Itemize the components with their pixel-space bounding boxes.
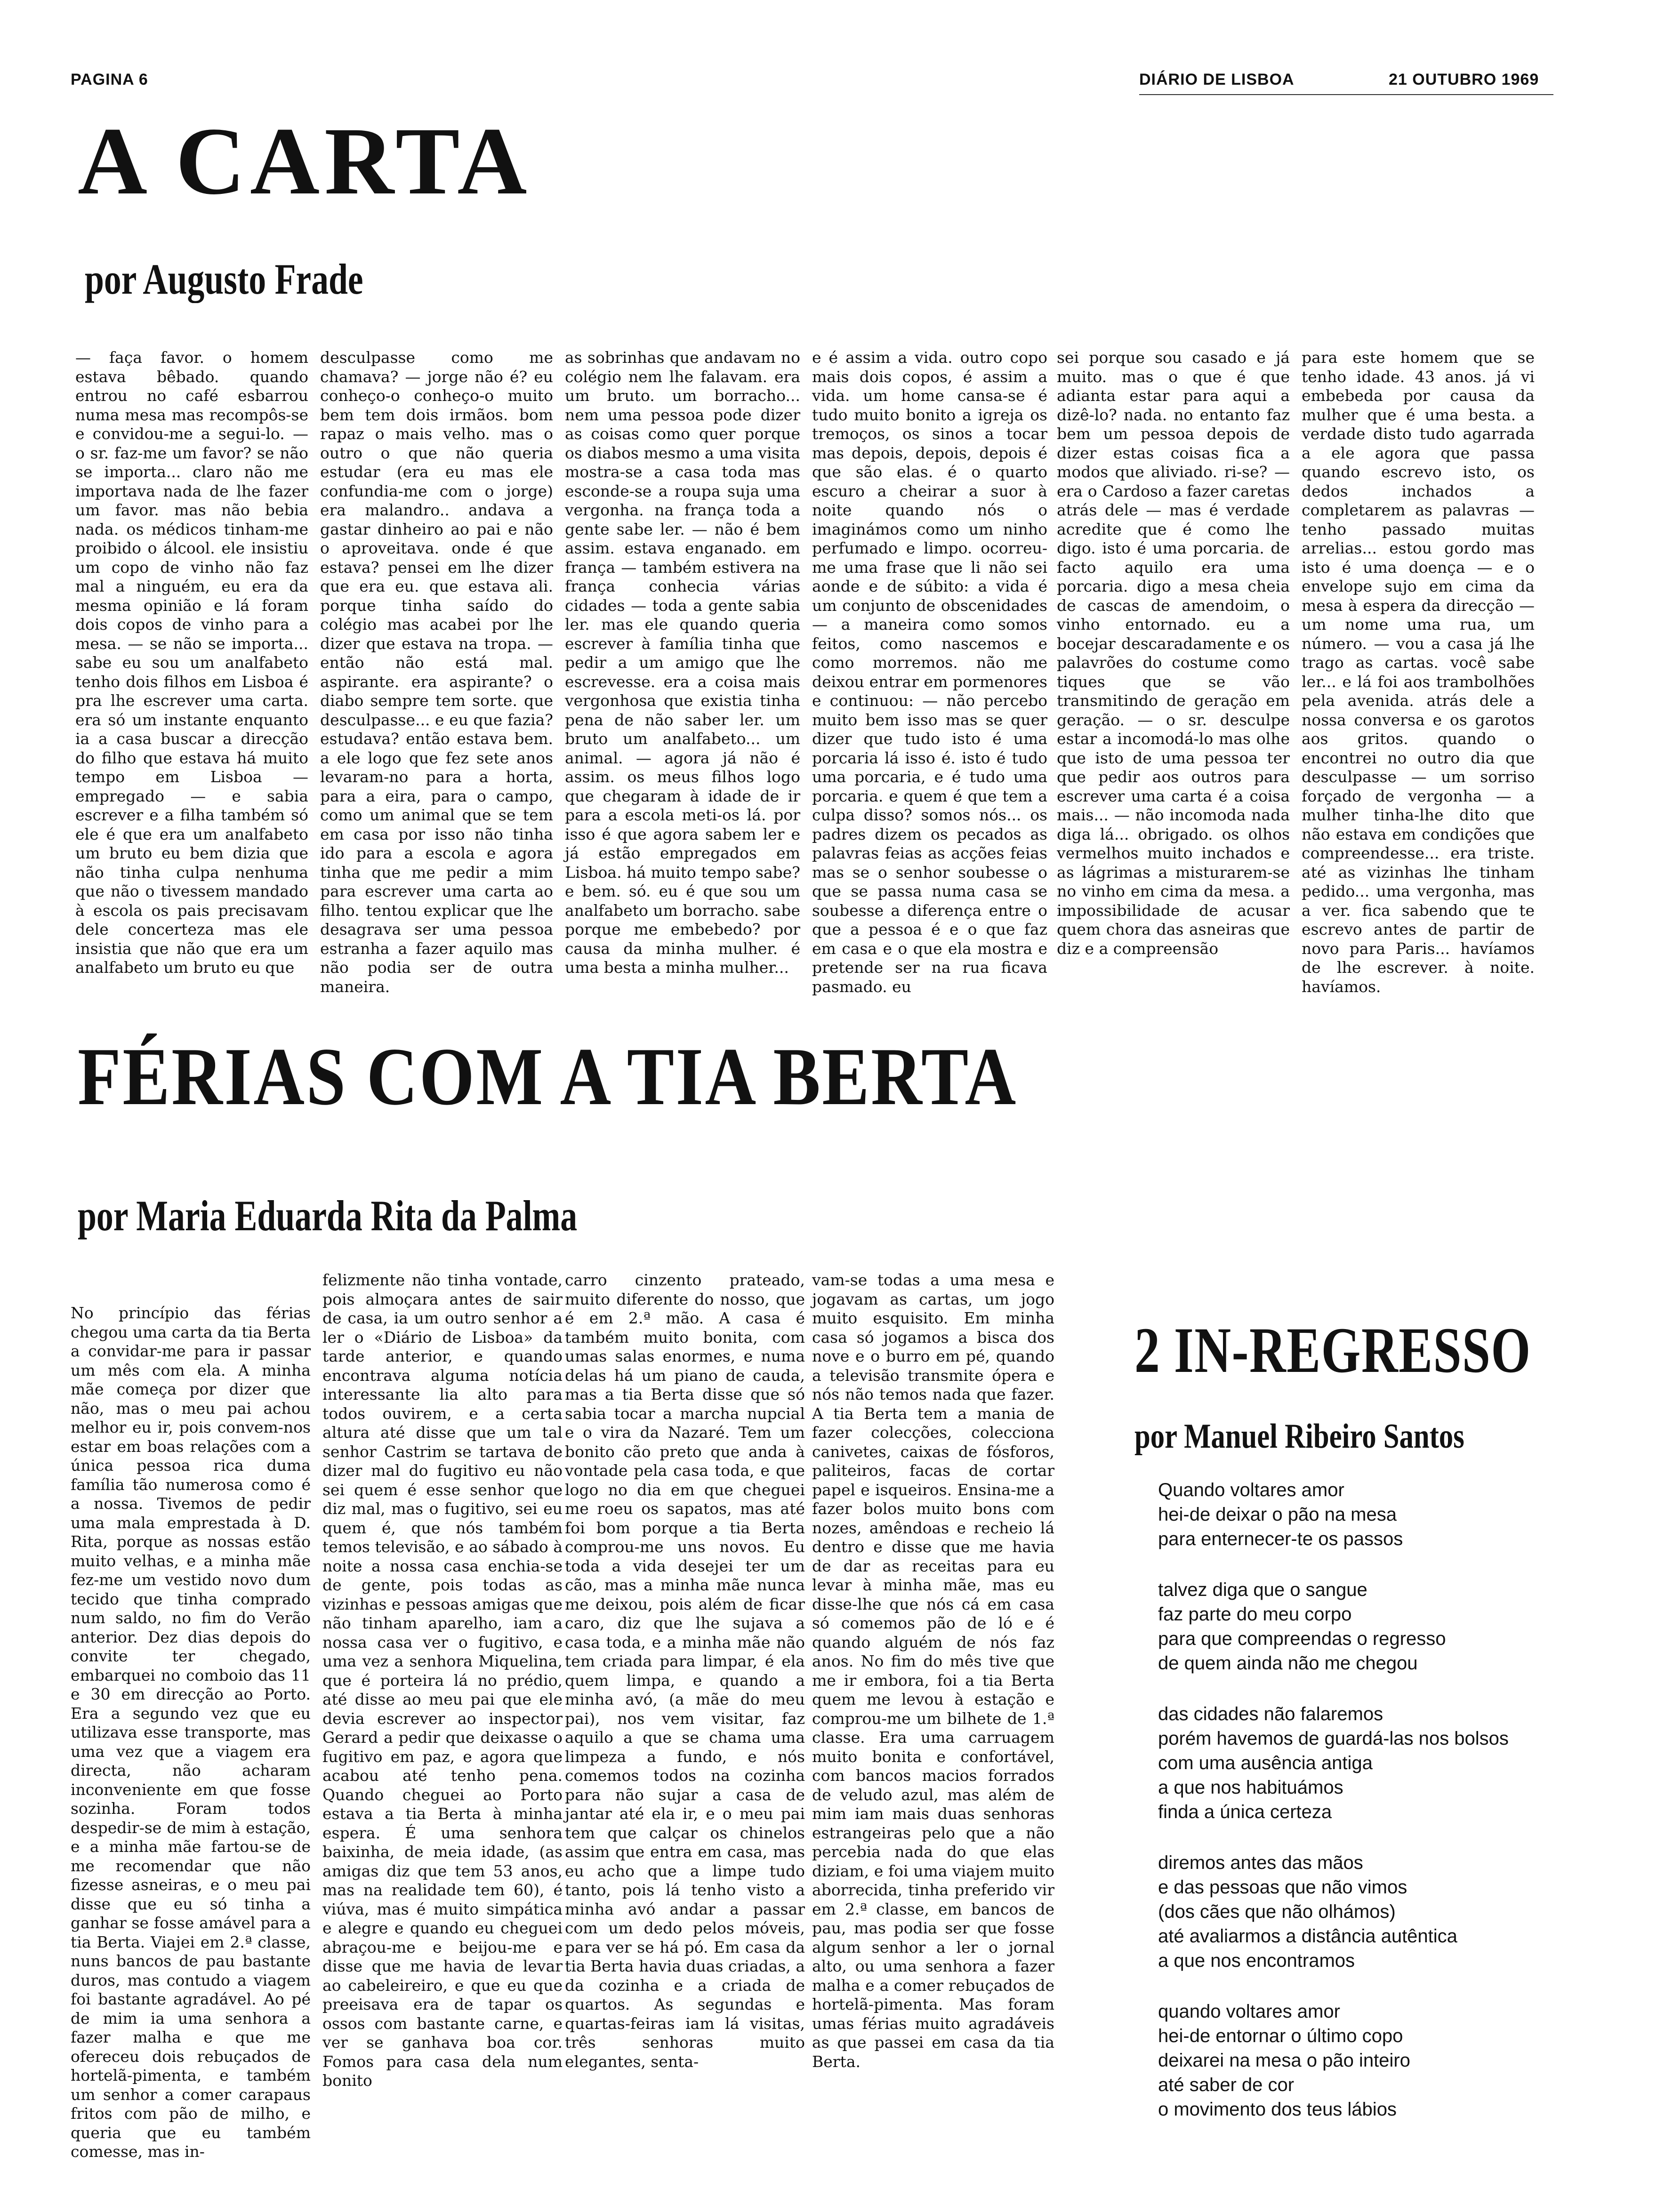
poem-line: a que nos habituámos (1158, 1777, 1343, 1798)
poem-in-regresso (1158, 1478, 1582, 2122)
poem-line: talvez diga que o sangue (1158, 1579, 1367, 1600)
poem-line: até avaliarmos a distância autêntica (1158, 1926, 1457, 1947)
article2-column-3: carro cinzento prateado, muito diferente do nosso, que é em 2.ª mão. A casa é também muito bonita, com umas salas enormes, e numa delas há um piano de cauda, mas a tia Berta disse que só sabia tocar a marcha nupcial e o vira da Nazaré. Tem um bonito cão preto que anda à vontade pela casa toda, e que logo no dia em que cheguei me roeu os sapatos, mas até foi bom porque a tia Berta comprou-me uns novos. Eu toda a vida desejei ter um cão, mas a minha mãe nunca me deixou, pois além de ficar caro, diz que lhe sujava a casa toda, e a minha mãe não tem criada para limpar, é ela quem limpa, e quando a minha avó, (a mãe do meu pai), nos vem visitar, faz aquilo a que se chama uma limpeza a fundo, e nós comemos todos na cozinha para não sujar a casa de jantar até ela ir, e o meu pai tem que calçar os chinelos assim que entra em casa, mas eu acho que a limpe tudo tanto, pois lá tenho visto a minha avó andar a passar com um dedo pelos móveis, para ver se há pó. Em casa da tia Berta havia duas criadas, a da cozinha e a criada de quartos. As segundas e quartas-feiras iam lá visitas, três senhoras muito elegantes, senta- (565, 1271, 805, 2071)
poem-line: Quando voltares amor (1158, 1480, 1344, 1500)
article-title-in-regresso: 2 IN-REGRESSO (1134, 1314, 1531, 1386)
issue-date: 21 OUTUBRO 1969 (1389, 71, 1539, 88)
poem-line: porém havemos de guardá-las nos bolsos (1158, 1728, 1509, 1749)
article-byline-manuel-ribeiro-santos: por Manuel Ribeiro Santos (1134, 1417, 1464, 1456)
article1-column-2: desculpasse como me chamava? — jorge não é? eu conheço-o conheço-o muito bem tem dois irmãos. bom rapaz o mais velho. mas o outro o que não queria estudar (era eu mas ele confundia-me com o jorge) era malandro.. andava a gastar dinheiro ao pai e não o aproveitava. onde é que estava? pensei em lhe dizer que era eu. que estava ali. porque tinha saído do colégio mas acabei por lhe dizer que estava na tropa. — então não está mal. aspirante. era aspirante? o diabo sempre tem sorte. que desculpasse... e eu que fazia? estudava? então estava bem. a ele logo que fez sete anos levaram-no para a horta, para a eira, para o campo, como um animal que se tem em casa por isso não tinha ido para a escola e agora tinha que me pedir a mim para escrever uma carta ao filho. tentou explicar que lhe desagrava ser uma pessoa estranha a fazer aquilo mas não podia ser de outra maneira. (320, 348, 553, 996)
article-title-ferias: FÉRIAS COM A TIA BERTA (78, 1031, 1018, 1122)
article1-column-4: e é assim a vida. outro copo mais dois copos, é assim a vida. um home cansa-se é tudo muito bonito a igreja os tremoços, os sinos a tocar mas depois, depois, depois é que são elas. é o quarto escuro a cheirar a suor à noite quando nós o imaginámos como um ninho perfumado e limpo. ocorreu-me uma frase que li não sei aonde e de súbito: a vida é um conjunto de obscenidades — a maneira como somos feitos, como nascemos e como morremos. não me deixou entrar em pormenores e continuou: — não percebo muito bem isso mas se quer dizer que tudo isto é uma porcaria lá isso é. isto é tudo uma porcaria, e é tudo uma porcaria. e quem é que tem a culpa disso? somos nós... os padres dizem os pecados as palavras feias as acções feias mas se o senhor soubesse o que se passa numa casa se soubesse a diferença entre o que a pessoa é e o que faz em casa e o que ela mostra e pretende ser na rua ficava pasmado. eu (812, 348, 1047, 996)
header-rule (1139, 94, 1553, 95)
article2-column-1: No princípio das férias chegou uma carta da tia Berta a convidar-me para ir passar um mês com ela. A minha mãe começa por dizer que não, mas o meu pai achou melhor eu ir, pois convem-nos estar em boas relações com a única pessoa rica duma família tão numerosa como é a nossa. Tivemos de pedir uma mala emprestada à D. Rita, porque as nossas estão muito velhas, e a minha mãe fez-me um vestido novo dum tecido que tinha comprado num saldo, no fim do Verão anterior. Dez dias depois do convite ter chegado, embarquei no comboio das 11 e 30 em direcção ao Porto. Era a segundo vez que eu utilizava esse transporte, mas uma vez que a viagem era directa, não acharam inconveniente em que fosse sozinha. Foram todos despedir-se de mim à estação, e a minha mãe fartou-se de me recomendar que não fizesse asneiras, e o meu pai disse que eu só tinha a ganhar se fosse amável para a tia Berta. Viajei em 2.ª classe, nuns bancos de pau bastante duros, mas contudo a viagem foi bastante agradável. Ao pé de mim ia uma senhora a fazer malha e que me ofereceu dois rebuçados de hortelã-pimenta, e também um senhor a comer carapaus fritos com pão de milho, e queria que eu também comesse, mas in- (71, 1304, 311, 2161)
page-label: PAGINA 6 (71, 71, 148, 88)
article1-column-1: — faça favor. o homem estava bêbado. quando entrou no café esbarrou numa mesa mas recompôs-se e convidou-me a segui-lo. — o sr. faz-me um favor? se não se importa... claro não me importava nada de lhe fazer um favor. mas não bebia nada. os médicos tinham-me proibido o álcool. ele insistiu um copo de vinho não faz mal a ninguém, eu era da mesma opinião e lá foram dois copos de vinho para a mesa. — se não se importa... sabe eu sou um analfabeto tenho dois filhos em Lisboa é pra lhe escrever uma carta. era só um instante enquanto ia a casa buscar a direcção do filho que estava há muito tempo em Lisboa — empregado — e sabia escrever e a filha também só ele é que era um analfabeto um bruto eu bem dizia que não tinha culpa nenhuma que não o tivessem mandado à escola os pais precisavam dele concerteza mas ele insistia que não que era um analfabeto um bruto eu que (75, 348, 308, 977)
poem-line: quando voltares amor (1158, 2001, 1340, 2022)
article-byline-augusto-frade: por Augusto Frade (85, 255, 363, 303)
poem-line: finda a única certeza (1158, 1802, 1332, 1822)
poem-line: para enternecer-te os passos (1158, 1529, 1403, 1549)
article1-column-5: sei porque sou casado e já muito. mas o que é que adianta estar para aqui a dizê-lo? nada. no entanto faz bem um pessoa depois de dizer estas coisas fica a modos que aliviado. ri-se? — era o Cardoso a fazer caretas atrás dele — mas é verdade acredite que é como lhe digo. isto é uma porcaria. de facto aquilo era uma porcaria. digo a mesa cheia de cascas de amendoim, o vinho entornado. eu a bocejar descaradamente e os palavrões do costume como tiques que se vão transmitindo de geração em geração. — o sr. desculpe estar a incomodá-lo mas olhe que isto de uma pessoa ter que pedir aos outros para escrever uma carta é a coisa mais... — não incomoda nada diga lá... obrigado. os olhos vermelhos muito inchados e as lágrimas a misturarem-se no vinho em cima da mesa. a impossibilidade de acusar quem chora das asneiras que diz e a compreensão (1057, 348, 1290, 958)
poem-line: das cidades não falaremos (1158, 1704, 1384, 1724)
poem-line: a que nos encontramos (1158, 1950, 1355, 1971)
poem-line: para que compreendas o regresso (1158, 1628, 1446, 1649)
article1-column-6: para este homem que se tenho idade. 43 anos. já vi embebeda por causa da mulher que é uma besta. a verdade disto tudo agarrada a ele agora que passa quando escrevo isto, os dedos inchados a completarem as palavras — tenho passado muitas arrelias... estou gordo mas isto é uma doença — e o envelope sujo em cima da mesa à espera da direcção — um nome uma rua, um número. — vou a casa já lhe trago as cartas. você sabe ler... e lá foi aos trambolhões pela avenida. atrás dele a nossa conversa e os garotos aos gritos. quando o encontrei no outro dia que desculpasse — um sorriso forçado de vergonha — a mulher tinha-lhe dito que não estava em condições que compreendesse... era triste. até as vizinhas lhe tinham pedido... uma vergonha, mas a ver. fica sabendo que te escrevo antes de partir de novo para Paris... havíamos de lhe escrever. à noite. havíamos. (1302, 348, 1535, 996)
article2-column-2: felizmente não tinha vontade, pois almoçara antes de sair de casa, ia um outro senhor a ler o «Diário de Lisboa» da tarde anterior, e quando encontrava alguma notícia interessante lia alto para todos ouvirem, e a certa altura até disse que um tal senhor Castrim se tartava de dizer mal do fugitivo eu não sei quem é esse senhor que diz mal, mas o fugitivo, sei eu quem é, que nós também temos televisão, e ao sábado à noite a nossa casa enchia-se de gente, pois todas as vizinhas e pessoas amigas que não tinham aparelho, iam a nossa casa ver o fugitivo, e uma vez a senhora Miquelina, que é porteira lá no prédio, até disse ao meu pai que ele devia escrever ao inspector Gerard a pedir que deixasse o fugitivo em paz, e agora que acabou até tenho pena. Quando cheguei ao Porto estava a tia Berta à minha espera. É uma senhora baixinha, de meia idade, (as amigas diz que tem 53 anos, mas na realidade tem 60), é viúva, mas é muito simpática e alegre e quando eu cheguei abraçou-me e beijou-me e disse que me havia de levar ao cabeleireiro, e que eu que preeisava era de tapar os ossos com bastante carne, e ver se ganhava boa cor. Fomos para casa dela num bonito (322, 1271, 563, 2090)
poem-line: com uma ausência antiga (1158, 1753, 1373, 1773)
poem-line: hei-de deixar o pão na mesa (1158, 1504, 1397, 1525)
poem-line: de quem ainda não me chegou (1158, 1653, 1418, 1674)
poem-line: faz parte do meu corpo (1158, 1604, 1352, 1625)
article-title-a-carta: A CARTA (78, 108, 532, 215)
article2-column-4: vam-se todas a uma mesa e jogavam as cartas, um jogo muito esquisito. Em minha casa só jogamos a bisca dos nove e o burro em pé, quando a televisão transmite ópera e nós não temos nada que fazer. A tia Berta tem a mania de fazer colecções, colecciona canivetes, caixas de fósforos, paliteiros, facas de cortar papel e isqueiros. Ensina-me a fazer bolos muito bons com nozes, amêndoas e recheio lá dentro e disse que me havia de dar as receitas para eu levar à minha mãe, mas eu disse-lhe que nós cá em casa só comemos pão de ló e é quando alguém de nós faz anos. No fim do mês tive que me ir embora, foi a tia Berta quem me levou à estação e comprou-me um bilhete de 1.ª classe. Era uma carruagem muito bonita e confortável, com bancos macios forrados de veludo azul, mas além de mim iam mais duas senhoras estrangeiras pelo que a não percebia nada do que elas diziam, e foi uma viajem muito aborrecida, tinha preferido vir em 2.ª classe, em bancos de pau, mas podia ser que fosse algum senhor a ler o jornal alto, ou uma senhora a fazer malha e a comer rebuçados de hortelã-pimenta. Mas foram umas férias muito agradáveis as que passei em casa da tia Berta. (812, 1271, 1054, 2071)
poem-line: deixarei na mesa o pão inteiro (1158, 2050, 1410, 2071)
poem-line: diremos antes das mãos (1158, 1852, 1363, 1873)
newspaper-name: DIÁRIO DE LISBOA (1139, 71, 1295, 88)
poem-line: hei-de entornar o último copo (1158, 2026, 1403, 2046)
article1-column-3: as sobrinhas que andavam no colégio nem lhe falavam. era um bruto. um borracho... nem uma pessoa pode dizer as coisas como quer porque os diabos mesmo a uma visita mostra-se a casa toda mas esconde-se a roupa suja uma vergonha. na frança toda a gente sabe ler. — não é bem assim. estava enganado. em frança — também estivera na frança conhecia várias cidades — toda a gente sabia ler. mas ele quando queria escrever à família tinha que pedir a um amigo que lhe escrevesse. era a coisa mais vergonhosa que existia tinha pena de não saber ler. um bruto um analfabeto... um animal. — agora já não é assim. os meus filhos logo que chegaram à idade de ir para a escola meti-os lá. por isso é que agora sabem ler e já estão empregados em Lisboa. há muito tempo sabe? e bem. só. eu é que sou um analfabeto um borracho. sabe porque me embebedo? por causa da minha mulher. é uma besta a minha mulher... (565, 348, 800, 977)
article-byline-maria-eduarda: por Maria Eduarda Rita da Palma (78, 1192, 578, 1240)
poem-line: (dos cães que não olhámos) (1158, 1901, 1396, 1922)
poem-line: o movimento dos teus lábios (1158, 2099, 1397, 2120)
poem-line: até saber de cor (1158, 2075, 1295, 2095)
poem-line: e das pessoas que não vimos (1158, 1877, 1408, 1898)
